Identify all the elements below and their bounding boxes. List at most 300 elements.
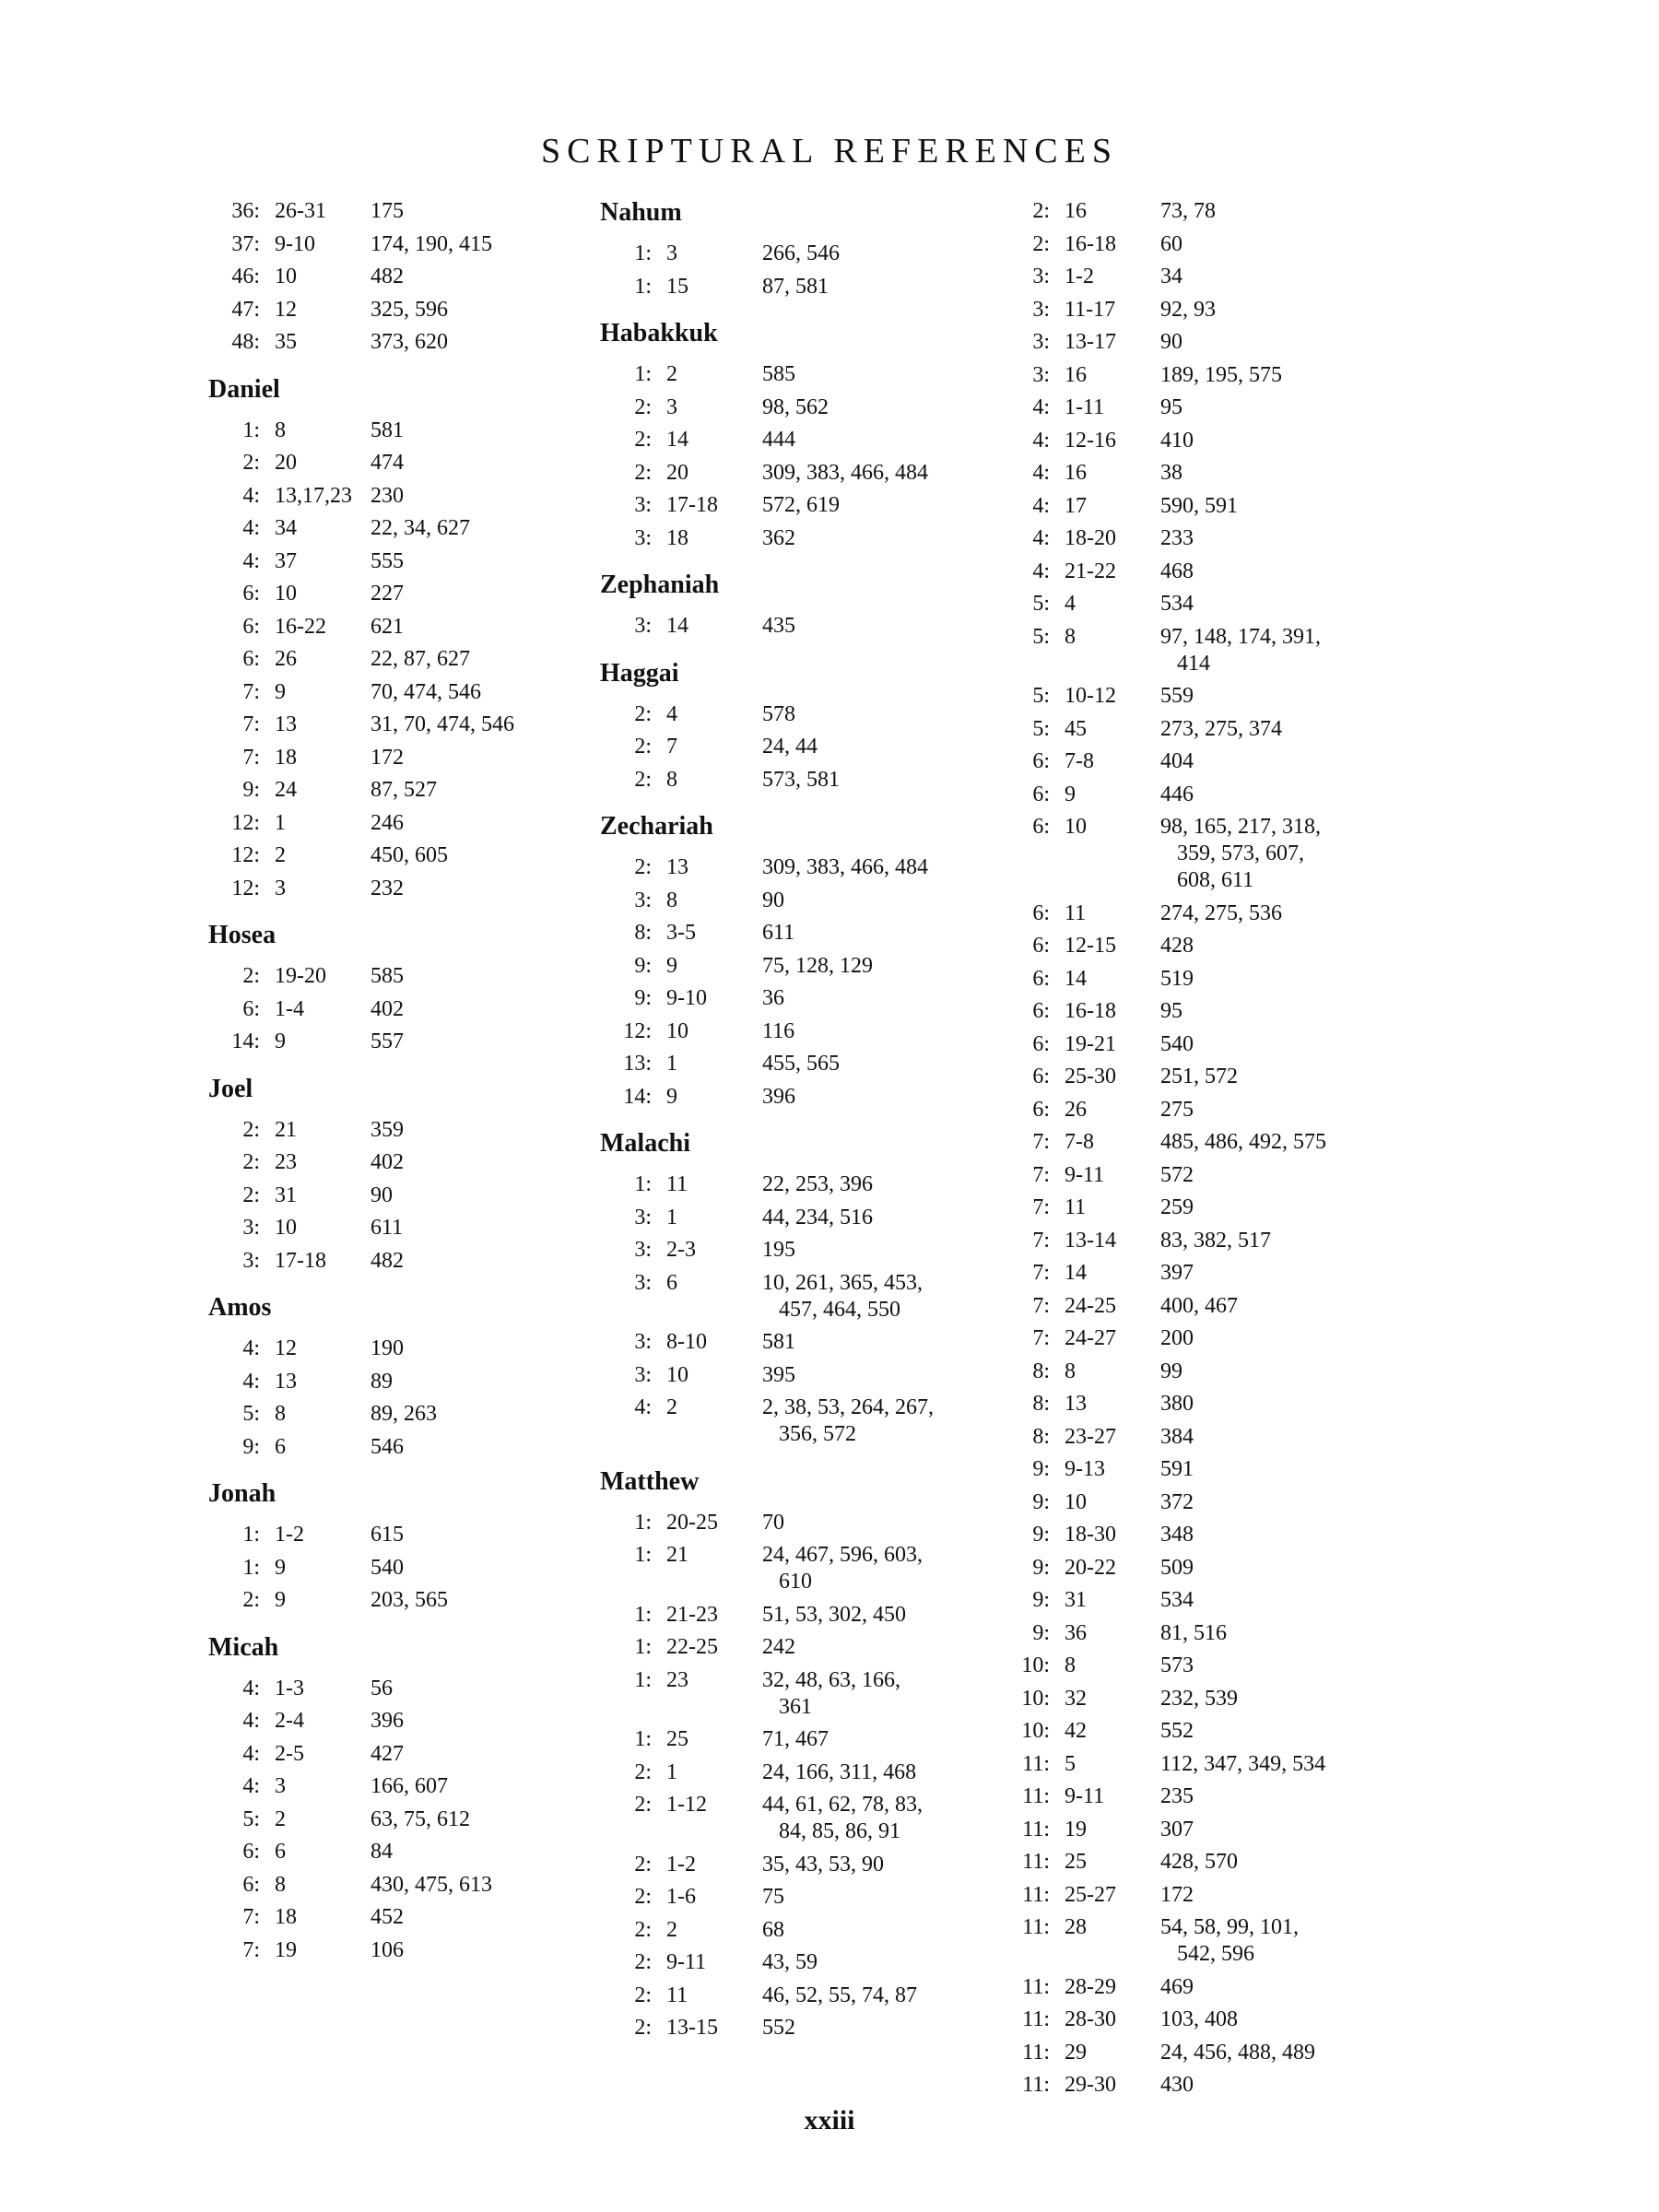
verse-range: 20-25 xyxy=(666,1510,718,1535)
page-reference-line: 92, 93 xyxy=(1160,297,1216,322)
chapter-number: 7: xyxy=(1032,1293,1050,1318)
verse-range: 7-8 xyxy=(1065,749,1094,773)
page-references xyxy=(755,1267,978,1327)
reference-entry xyxy=(998,1126,1367,1159)
page-reference-line: 573, 581 xyxy=(762,767,840,792)
page-reference-line: 235 xyxy=(1160,1784,1194,1808)
verse-range: 16 xyxy=(1065,461,1087,485)
verse-range: 1 xyxy=(666,1052,677,1076)
page-reference-line: 56 xyxy=(371,1676,393,1700)
verse-range: 24 xyxy=(275,778,297,802)
page-reference-line: 428 xyxy=(1160,934,1194,958)
reference-entry xyxy=(998,1584,1367,1618)
page-references xyxy=(363,1026,568,1059)
reference-entry xyxy=(208,294,568,327)
page-references xyxy=(1153,294,1367,327)
chapter-number: 9: xyxy=(242,778,260,802)
verse-range: 2-3 xyxy=(666,1238,696,1262)
chapter-number: 3: xyxy=(634,1330,652,1354)
verse-range: 1-3 xyxy=(275,1676,304,1700)
page-reference-line: 31, 70, 474, 546 xyxy=(371,712,514,736)
page-reference-line: 552 xyxy=(1160,1719,1194,1743)
chapter-number: 1: xyxy=(634,274,652,299)
book-heading: Jonah xyxy=(208,1479,276,1508)
chapter-number: 6: xyxy=(1032,900,1050,925)
page-references xyxy=(363,1431,568,1465)
page-reference-line: 359, 573, 607, xyxy=(1177,841,1304,865)
page-reference-line: 581 xyxy=(371,418,404,442)
page-references xyxy=(1153,1061,1367,1094)
page-reference-line: 242 xyxy=(762,1635,795,1659)
page-references xyxy=(755,1392,978,1452)
verse-range: 45 xyxy=(1065,716,1087,741)
verse-range: 23 xyxy=(275,1150,297,1174)
reference-entry xyxy=(600,1392,978,1452)
chapter-number: 7: xyxy=(1032,1162,1050,1187)
verse-range: 1-6 xyxy=(666,1885,696,1909)
page-reference-line: 22, 87, 627 xyxy=(371,647,470,671)
page-reference-line: 233 xyxy=(1160,526,1194,550)
verse-range: 18 xyxy=(275,1905,297,1929)
reference-entry xyxy=(208,512,568,546)
reference-entry xyxy=(998,229,1367,262)
reference-entry xyxy=(998,1814,1367,1847)
chapter-number: 7: xyxy=(1032,1195,1050,1219)
verse-range: 21 xyxy=(275,1117,297,1142)
verse-range: 2-4 xyxy=(275,1709,304,1733)
chapter-number: 12: xyxy=(231,843,260,867)
verse-range: 9-10 xyxy=(275,231,315,256)
book-heading: Hosea xyxy=(208,921,276,949)
verse-range: 32 xyxy=(1065,1686,1087,1711)
page-reference-line: 469 xyxy=(1160,1974,1194,1999)
page-reference-line: 542, 596 xyxy=(1177,1942,1254,1966)
chapter-number: 47: xyxy=(231,297,260,322)
chapter-number: 4: xyxy=(242,1676,260,1700)
reference-entry xyxy=(998,1421,1367,1454)
reference-entry xyxy=(208,415,568,448)
reference-entry xyxy=(600,852,978,885)
reference-entry xyxy=(998,1715,1367,1748)
verse-range: 28-30 xyxy=(1065,2007,1116,2031)
page-reference-line: 474 xyxy=(371,451,404,475)
reference-entry xyxy=(600,457,978,490)
chapter-number: 4: xyxy=(242,1774,260,1798)
book-heading: Micah xyxy=(208,1632,279,1662)
page-reference-line: 46, 52, 55, 74, 87 xyxy=(762,1983,917,2007)
verse-range: 6 xyxy=(275,1840,286,1864)
verse-range: 8 xyxy=(666,888,677,912)
verse-range: 12 xyxy=(275,1336,297,1360)
page-references xyxy=(363,1212,568,1245)
verse-range: 9-11 xyxy=(666,1950,707,1974)
page-references xyxy=(1153,1487,1367,1520)
page-reference-line: 195 xyxy=(762,1238,795,1262)
reference-entry xyxy=(600,1599,978,1632)
reference-entry xyxy=(208,643,568,677)
chapter-number: 6: xyxy=(1032,782,1050,806)
chapter-number: 9: xyxy=(242,1434,260,1459)
page-reference-line: 81, 516 xyxy=(1160,1620,1227,1645)
chapter-number: 11: xyxy=(1022,1850,1050,1874)
verse-range: 24-25 xyxy=(1065,1293,1116,1318)
chapter-number: 2: xyxy=(242,964,260,988)
page-references xyxy=(1153,1126,1367,1159)
page-references xyxy=(755,1599,978,1632)
reference-entry xyxy=(208,546,568,579)
verse-range: 10 xyxy=(1065,1489,1087,1514)
verse-range: 3-5 xyxy=(666,921,696,945)
verse-range: 19 xyxy=(275,1937,297,1962)
page-reference-line: 60 xyxy=(1160,231,1182,256)
chapter-number: 36: xyxy=(231,199,260,223)
page-references xyxy=(363,1147,568,1180)
verse-range: 28 xyxy=(1065,1915,1087,1939)
page-reference-line: 32, 48, 63, 166, xyxy=(762,1667,900,1692)
page-reference-line: 446 xyxy=(1160,782,1194,806)
page-reference-line: 44, 234, 516 xyxy=(762,1205,873,1230)
page-reference-line: 70, 474, 546 xyxy=(371,679,481,704)
verse-range: 9-11 xyxy=(1065,1784,1105,1808)
verse-range: 10 xyxy=(666,1018,688,1043)
column-1 xyxy=(208,195,568,1967)
verse-range: 16-18 xyxy=(1065,999,1116,1023)
reference-entry xyxy=(208,1431,568,1465)
page-reference-line: 73, 78 xyxy=(1160,199,1216,223)
page-references xyxy=(755,610,978,643)
verse-range: 10 xyxy=(275,1216,297,1240)
verse-range: 20 xyxy=(275,451,297,475)
reference-entry xyxy=(208,677,568,710)
chapter-number: 5: xyxy=(1032,716,1050,741)
verse-range: 9 xyxy=(1065,782,1076,806)
chapter-number: 10: xyxy=(1021,1653,1050,1677)
reference-entry xyxy=(998,1356,1367,1389)
verse-range: 13 xyxy=(275,1369,297,1394)
page-references xyxy=(363,1804,568,1837)
reference-entry xyxy=(998,779,1367,812)
chapter-number: 8: xyxy=(1032,1392,1050,1416)
book-heading: Habakkuk xyxy=(600,319,718,347)
verse-range: 25-30 xyxy=(1065,1065,1116,1088)
chapter-number: 6: xyxy=(1032,966,1050,991)
verse-range: 13-17 xyxy=(1065,330,1116,354)
book-heading: Zechariah xyxy=(600,812,713,841)
reference-entry xyxy=(208,840,568,873)
page-references xyxy=(1153,746,1367,779)
page-reference-line: 611 xyxy=(371,1216,404,1240)
chapter-number: 2: xyxy=(634,701,652,726)
book-heading: Haggai xyxy=(600,658,679,688)
chapter-number: 11: xyxy=(1022,1882,1050,1907)
reference-entry xyxy=(208,1245,568,1278)
page-reference-line: 273, 275, 374 xyxy=(1160,716,1282,741)
chapter-number: 4: xyxy=(1032,461,1050,485)
reference-entry xyxy=(208,1771,568,1804)
page-reference-line: 44, 61, 62, 78, 83, xyxy=(762,1793,923,1817)
reference-entry xyxy=(208,1114,568,1147)
reference-entry xyxy=(998,811,1367,898)
page-reference-line: 174, 190, 415 xyxy=(371,231,492,256)
reference-entry xyxy=(600,359,978,392)
chapter-number: 2: xyxy=(242,1182,260,1207)
page-reference-line: 444 xyxy=(762,428,795,452)
chapter-number: 11: xyxy=(1022,1915,1050,1939)
page-references xyxy=(1153,1225,1367,1258)
page-references xyxy=(1153,425,1367,458)
verse-range: 16 xyxy=(1065,362,1087,387)
chapter-number: 3: xyxy=(242,1216,260,1240)
reference-entry xyxy=(998,2037,1367,2070)
chapter-number: 6: xyxy=(1032,749,1050,773)
verse-range: 2 xyxy=(666,1395,677,1419)
chapter-number: 7: xyxy=(242,1905,260,1929)
reference-entry xyxy=(208,1398,568,1431)
page-references xyxy=(1153,523,1367,556)
page-reference-line: 572 xyxy=(1160,1162,1194,1187)
page-references xyxy=(755,1665,978,1724)
page-references xyxy=(363,1869,568,1902)
reference-entry xyxy=(208,807,568,841)
reference-entry xyxy=(600,238,978,271)
page-reference-line: 361 xyxy=(779,1694,812,1719)
page-reference-line: 24, 166, 311, 468 xyxy=(762,1759,917,1784)
verse-range: 23-27 xyxy=(1065,1424,1116,1449)
verse-range: 11 xyxy=(666,1983,688,2007)
page-references xyxy=(363,1738,568,1771)
chapter-number: 3: xyxy=(634,888,652,912)
reference-entry xyxy=(998,1159,1367,1193)
chapter-number: 2: xyxy=(634,1983,652,2007)
page-reference-line: 534 xyxy=(1160,592,1194,616)
page-references xyxy=(1153,1453,1367,1487)
page-references xyxy=(755,731,978,764)
page-reference-line: 38 xyxy=(1160,461,1182,485)
chapter-number: 1: xyxy=(634,1510,652,1535)
verse-range: 13,17,23 xyxy=(275,483,352,508)
verse-range: 2 xyxy=(666,362,677,386)
chapter-number: 1: xyxy=(634,1172,652,1196)
page-reference-line: 230 xyxy=(371,483,404,508)
page-reference-line: 610 xyxy=(779,1570,812,1594)
page-reference-line: 70 xyxy=(762,1510,784,1535)
verse-range: 1-4 xyxy=(275,996,304,1021)
page-references xyxy=(755,424,978,457)
verse-range: 17-18 xyxy=(666,493,718,517)
verse-range: 15 xyxy=(666,274,688,299)
chapter-number: 1: xyxy=(634,1543,652,1567)
page-references xyxy=(1153,963,1367,996)
chapter-number: 5: xyxy=(242,1806,260,1831)
verse-range: 2-5 xyxy=(275,1741,304,1766)
chapter-number: 46: xyxy=(231,265,260,288)
chapter-number: 7: xyxy=(242,745,260,770)
chapter-number: 7: xyxy=(242,712,260,736)
page-reference-line: 540 xyxy=(371,1555,404,1580)
verse-range: 9-11 xyxy=(1065,1162,1105,1187)
page-reference-line: 98, 562 xyxy=(762,394,829,419)
chapter-number: 8: xyxy=(1032,1424,1050,1449)
page-references xyxy=(755,1326,978,1359)
page-references xyxy=(1153,2069,1367,2102)
page-references xyxy=(1153,1584,1367,1618)
page-reference-line: 24, 456, 488, 489 xyxy=(1160,2040,1315,2065)
page-references xyxy=(1153,1388,1367,1421)
page-references xyxy=(1153,392,1367,425)
reference-entry xyxy=(998,195,1367,229)
page-references xyxy=(1153,1519,1367,1552)
verse-range: 13-14 xyxy=(1065,1228,1116,1253)
verse-range: 26 xyxy=(275,647,297,671)
page-references xyxy=(363,1836,568,1869)
page-reference-line: 246 xyxy=(371,810,404,835)
chapter-number: 2: xyxy=(1032,199,1050,223)
page-references xyxy=(1153,621,1367,681)
reference-entry xyxy=(208,1901,568,1935)
verse-range: 8 xyxy=(275,1872,286,1897)
chapter-number: 4: xyxy=(242,1369,260,1394)
reference-entry xyxy=(998,963,1367,996)
page-references xyxy=(1153,1290,1367,1324)
chapter-number: 4: xyxy=(1032,559,1050,583)
chapter-number: 1: xyxy=(242,418,260,442)
chapter-number: 3: xyxy=(634,1270,652,1295)
page-references xyxy=(1153,1912,1367,1971)
chapter-number: 11: xyxy=(1022,2007,1050,2031)
reference-entry xyxy=(208,742,568,775)
page-reference-line: 10, 261, 365, 453, xyxy=(762,1270,923,1295)
page-reference-line: 259 xyxy=(1160,1195,1194,1219)
column-2 xyxy=(600,195,978,2045)
verse-range: 4 xyxy=(1065,592,1076,616)
page-references xyxy=(1153,898,1367,931)
chapter-number: 3: xyxy=(634,1205,652,1230)
reference-entry xyxy=(998,1061,1367,1094)
page-reference-line: 572, 619 xyxy=(762,493,840,517)
page-reference-line: 90 xyxy=(762,888,784,912)
reference-entry xyxy=(600,1359,978,1393)
page-reference-line: 24, 467, 596, 603, xyxy=(762,1543,923,1567)
page-reference-line: 573 xyxy=(1160,1653,1194,1677)
verse-range: 13 xyxy=(275,712,297,736)
reference-entry xyxy=(600,392,978,425)
reference-entry xyxy=(208,611,568,644)
page-references xyxy=(755,1849,978,1882)
chapter-number: 1: xyxy=(634,1635,652,1659)
page-references xyxy=(363,1366,568,1399)
chapter-number: 3: xyxy=(634,493,652,517)
page-references xyxy=(1153,1356,1367,1389)
verse-range: 4 xyxy=(666,701,677,726)
page-references xyxy=(755,1048,978,1081)
page-references xyxy=(363,447,568,480)
reference-entry xyxy=(600,1202,978,1235)
verse-range: 36 xyxy=(1065,1620,1087,1645)
verse-range: 12-15 xyxy=(1065,934,1116,958)
page-references xyxy=(755,359,978,392)
page-reference-line: 22, 34, 627 xyxy=(371,516,470,540)
reference-entry xyxy=(998,2004,1367,2037)
reference-entry xyxy=(208,1333,568,1366)
reference-entry xyxy=(600,1267,978,1327)
page-reference-line: 227 xyxy=(371,582,404,606)
page-reference-line: 397 xyxy=(1160,1261,1194,1285)
book-heading: Zephaniah xyxy=(600,571,720,599)
chapter-number: 2: xyxy=(634,428,652,452)
chapter-number: 4: xyxy=(1032,526,1050,550)
reference-entry xyxy=(998,359,1367,393)
page-references xyxy=(1153,779,1367,812)
verse-range: 34 xyxy=(275,516,297,540)
verse-range: 14 xyxy=(1065,1261,1087,1285)
page-reference-line: 356, 572 xyxy=(779,1422,856,1446)
page-references xyxy=(1153,195,1367,229)
verse-range: 10 xyxy=(1065,815,1087,839)
page-reference-line: 172 xyxy=(1160,1882,1194,1907)
page-reference-line: 307 xyxy=(1160,1817,1194,1841)
page-reference-line: 98, 165, 217, 318, xyxy=(1160,815,1321,839)
verse-range: 25-27 xyxy=(1065,1882,1116,1907)
page-references xyxy=(1153,1192,1367,1225)
reference-entry xyxy=(998,995,1367,1029)
reference-entry xyxy=(998,1487,1367,1520)
chapter-number: 3: xyxy=(634,1362,652,1387)
verse-range: 10 xyxy=(275,265,297,288)
reference-entry xyxy=(998,523,1367,556)
verse-range: 19-21 xyxy=(1065,1031,1116,1056)
page-reference-line: 89 xyxy=(371,1369,393,1394)
page-references xyxy=(1153,1421,1367,1454)
page-references xyxy=(755,699,978,732)
page-reference-line: 97, 148, 174, 391, xyxy=(1160,624,1321,649)
reference-entry xyxy=(600,1081,978,1114)
page-reference-line: 581 xyxy=(762,1330,795,1354)
page-reference-line: 103, 408 xyxy=(1160,2007,1238,2031)
page-reference-line: 400, 467 xyxy=(1160,1293,1238,1318)
page-reference-line: 455, 565 xyxy=(762,1052,840,1076)
verse-range: 3 xyxy=(275,1774,286,1798)
page-references xyxy=(1153,326,1367,359)
page-references xyxy=(755,1789,978,1849)
page-reference-line: 395 xyxy=(762,1362,795,1387)
page-references xyxy=(755,523,978,556)
chapter-number: 8: xyxy=(1032,1359,1050,1383)
chapter-number: 3: xyxy=(634,614,652,638)
reference-entry xyxy=(998,1453,1367,1487)
chapter-number: 1: xyxy=(634,1602,652,1627)
page-references xyxy=(755,982,978,1016)
reference-entry xyxy=(600,424,978,457)
chapter-number: 7: xyxy=(1032,1228,1050,1253)
page-reference-line: 509 xyxy=(1160,1555,1194,1580)
page-reference-line: 555 xyxy=(371,548,404,573)
verse-range: 24-27 xyxy=(1065,1326,1116,1350)
page-references xyxy=(755,1631,978,1665)
chapter-number: 4: xyxy=(242,516,260,540)
reference-entry xyxy=(600,1016,978,1049)
reference-entry xyxy=(998,490,1367,524)
chapter-number: 2: xyxy=(634,1885,652,1909)
chapter-number: 11: xyxy=(1022,1751,1050,1776)
reference-entry xyxy=(998,930,1367,963)
page-reference-line: 172 xyxy=(371,745,404,770)
reference-entry xyxy=(998,1781,1367,1814)
page-references xyxy=(363,415,568,448)
chapter-number: 4: xyxy=(242,483,260,508)
verse-range: 26 xyxy=(1065,1097,1087,1122)
book-heading: Malachi xyxy=(600,1129,690,1158)
page-references xyxy=(1153,490,1367,524)
